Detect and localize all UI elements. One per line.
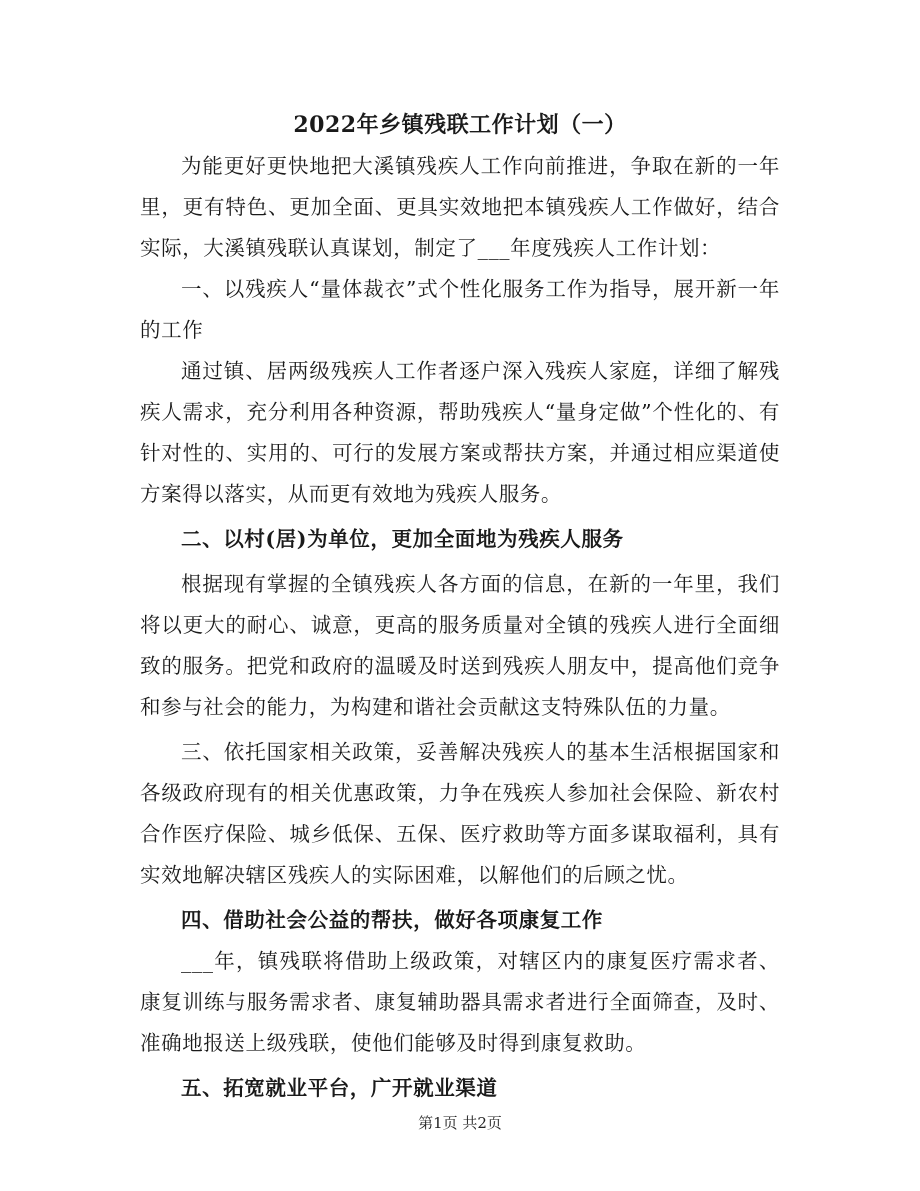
document-title: 2022年乡镇残联工作计划（一） — [293, 112, 627, 138]
section-four-heading: 四、借助社会公益的帮扶，做好各项康复工作 — [181, 908, 603, 932]
section-four-paragraph: ___年，镇残联将借助上级政策，对辖区内的康复医疗需求者、康复训练与服务需求者、康复辅助器具需求者进行全面筛查，及时、准确地报送上级残联，使他们能够及时得到康复救助。 — [140, 949, 780, 1055]
section-five-heading: 五、拓宽就业平台，广开就业渠道 — [181, 1076, 498, 1100]
section-two-heading: 二、以村(居)为单位，更加全面地为残疾人服务 — [181, 527, 624, 551]
section-one-heading: 一、以残疾人“量体裁衣”式个性化服务工作为指导，展开新一年的工作 — [140, 277, 780, 342]
section-one-paragraph: 通过镇、居两级残疾人工作者逐户深入残疾人家庭，详细了解残疾人需求，充分利用各种资源，帮助残疾人“量身定做”个性化的、有针对性的、实用的、可行的发展方案或帮扶方案，并通过相应渠道使方案得以落实，从而更有效地为残疾人服务。 — [140, 359, 780, 506]
section-three-paragraph: 三、依托国家相关政策，妥善解决残疾人的基本生活根据国家和各级政府现有的相关优惠政策，力争在残疾人参加社会保险、新农村合作医疗保险、城乡低保、五保、医疗救助等方面多谋取福利，具有实效地解决辖区残疾人的实际困难，以解他们的后顾之忧。 — [140, 740, 780, 887]
intro-paragraph: 为能更好更快地把大溪镇残疾人工作向前推进，争取在新的一年里，更有特色、更加全面、更具实效地把本镇残疾人工作做好，结合实际，大溪镇残联认真谋划，制定了___年度残疾人工作计划： — [140, 154, 780, 260]
document-body — [140, 146, 780, 1109]
section-two-paragraph: 根据现有掌握的全镇残疾人各方面的信息，在新的一年里，我们将以更大的耐心、诚意，更高的服务质量对全镇的残疾人进行全面细致的服务。把党和政府的温暖及时送到残疾人朋友中，提高他们竞争和参与社会的能力，为构建和谐社会贡献这支特殊队伍的力量。 — [140, 572, 780, 719]
page-indicator: 第1页 共2页 — [418, 1114, 502, 1132]
